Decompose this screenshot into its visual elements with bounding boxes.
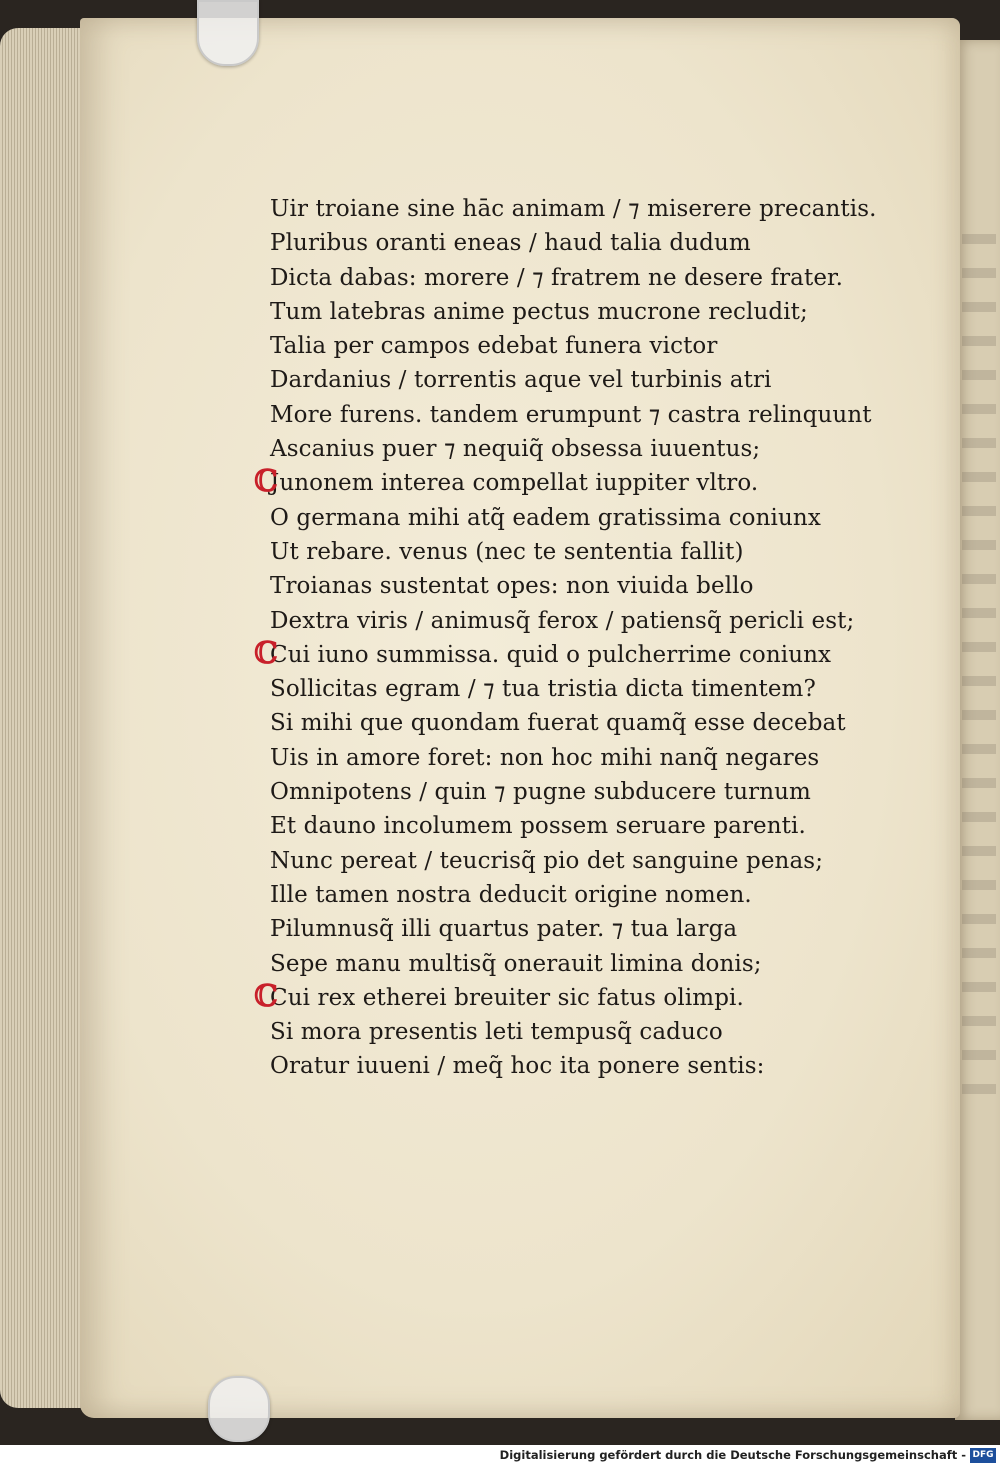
verse-line-rubricated: [254, 464, 860, 500]
verse-line: Pluribus oranti eneas / haud talia dudum: [270, 230, 751, 257]
verse-line-rubricated: [254, 978, 860, 1015]
verse-line: Dardanius / torrentis aque vel turbinis atri: [270, 367, 772, 394]
verse-line: Sollicitas egram / ⁊ tua tristia dicta timentem?: [270, 676, 816, 703]
verse-line: Dicta dabas: morere / ⁊ fratrem ne desere frater.: [270, 264, 844, 291]
verse-line: Ascanius puer ⁊ nequiq̃ obsessa iuuentus;: [270, 436, 761, 463]
verse-line: Et dauno incolumem possem seruare parenti.: [270, 813, 806, 840]
footer-bar: [0, 1445, 1000, 1467]
verse-line: Oratur iuueni / meq̃ hoc ita ponere sentis:: [270, 1053, 765, 1080]
verse-text: Junonem interea compellat iuppiter vltro.: [270, 470, 759, 497]
page-clip-top: [197, 0, 259, 66]
verse-line-rubricated: [254, 635, 860, 672]
verse-line: Pilumnusq̃ illi quartus pater. ⁊ tua larga: [270, 916, 738, 943]
verse-line: Uir troiane sine hāc animam / ⁊ miserere precantis.: [270, 196, 877, 222]
verse-line: Ut rebare. venus (nec te sententia fallit): [270, 538, 744, 565]
verse-line: Si mihi que quondam fuerat quamq̃ esse decebat: [270, 710, 846, 737]
dfg-logo-icon[interactable]: DFG: [970, 1448, 996, 1463]
verse-block: [254, 192, 877, 1084]
verse-line: Sepe manu multisq̃ onerauit limina donis;: [270, 950, 762, 977]
verse-text: Cui rex etherei breuiter sic fatus olimpi.: [270, 984, 744, 1011]
verse-line: More furens. tandem erumpunt ⁊ castra relinquunt: [270, 401, 872, 428]
verse-line: Uis in amore foret: non hoc mihi nanq̃ negares: [270, 744, 820, 771]
rubric-paragraph-mark: ℂ: [254, 464, 278, 500]
verse-text: Cui iuno summissa. quid o pulcherrime coniunx: [270, 641, 832, 668]
facing-page-text-shadow: [962, 210, 996, 1110]
verse-line: Nunc pereat / teucrisq̃ pio det sanguine penas;: [270, 847, 824, 874]
verse-line: O germana mihi atq̃ eadem gratissima coniunx: [270, 504, 821, 531]
rubric-paragraph-mark: ℂ: [254, 978, 278, 1014]
verse-line: Ille tamen nostra deducit origine nomen.: [270, 881, 752, 908]
page-edges: [0, 28, 92, 1408]
page-clip-bottom: [208, 1376, 270, 1442]
verse-line: Tum latebras anime pectus mucrone recludit;: [270, 298, 808, 325]
verse-line: Dextra viris / animusq̃ ferox / patiensq̃ pericli est;: [270, 607, 855, 634]
rubric-paragraph-mark: ℂ: [254, 635, 278, 671]
verse-line: Troianas sustentat opes: non viuida bello: [270, 573, 754, 600]
verse-line: Talia per campos edebat funera victor: [270, 333, 718, 360]
verse-line: Omnipotens / quin ⁊ pugne subducere turnum: [270, 779, 811, 806]
funding-credit: Digitalisierung gefördert durch die Deutsche Forschungsgemeinschaft -: [499, 1448, 966, 1462]
facing-page-edge: [955, 40, 1000, 1420]
verse-line: Si mora presentis leti tempusq̃ caduco: [270, 1019, 723, 1046]
